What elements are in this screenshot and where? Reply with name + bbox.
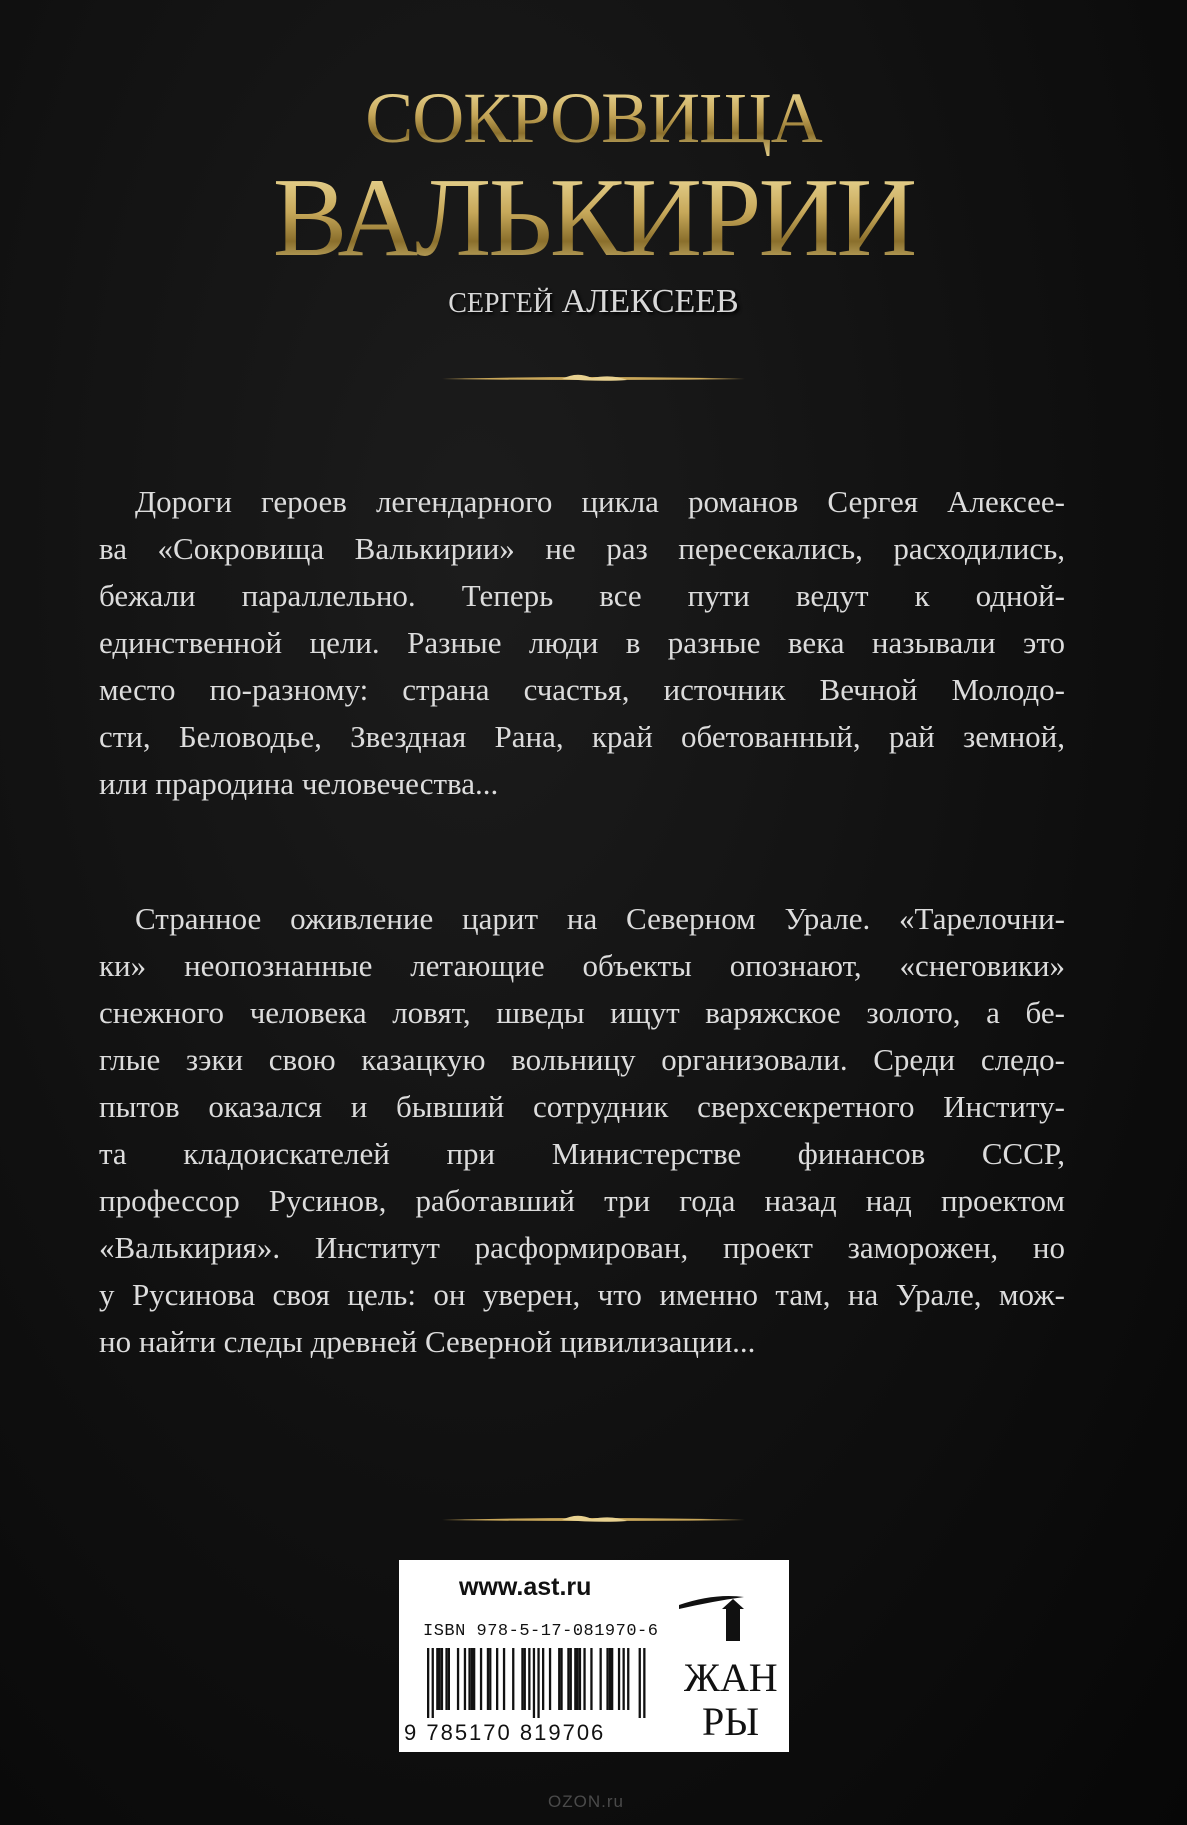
text-line: глые зэки свою казацкую вольницу организовали. Среди следо- <box>99 1042 1065 1077</box>
barcode-bar <box>457 1648 459 1710</box>
barcode <box>427 1648 657 1718</box>
barcode-bar <box>579 1648 581 1710</box>
barcode-bar <box>528 1648 530 1710</box>
isbn-label: ISBN 978-5-17-081970-6 <box>423 1622 659 1641</box>
barcode-bar <box>639 1648 641 1718</box>
barcode-bar <box>623 1648 625 1710</box>
barcode-bar <box>611 1648 613 1710</box>
barcode-bar <box>471 1648 473 1710</box>
barcode-bar <box>427 1648 429 1718</box>
text-line: пытов оказался и бывший сотрудник сверхсекретного Институ- <box>99 1089 1065 1124</box>
barcode-bar <box>448 1648 450 1710</box>
barcode-bar <box>583 1648 585 1710</box>
barcode-bar <box>549 1648 551 1710</box>
barcode-bar <box>609 1648 611 1710</box>
barcode-bar <box>441 1648 443 1710</box>
zhanry-logo-icon <box>674 1585 784 1740</box>
text-line: профессор Русинов, работавший три года назад над проектом <box>99 1183 1065 1218</box>
barcode-bar <box>606 1648 608 1710</box>
barcode-bar <box>533 1648 535 1718</box>
barcode-box <box>399 1560 789 1752</box>
text-line: но найти следы древней Северной цивилизации... <box>99 1324 756 1359</box>
barcode-bar <box>496 1648 498 1710</box>
text-line: единственной цели. Разные люди в разные века называли это <box>99 625 1065 660</box>
barcode-bar <box>560 1648 562 1710</box>
text-line: Дороги героев легендарного цикла романов Сергея Алексее- <box>135 484 1065 519</box>
barcode-bar <box>574 1648 576 1710</box>
barcode-bar <box>627 1648 629 1710</box>
barcode-bar <box>503 1648 505 1710</box>
text-line: бежали параллельно. Теперь все пути ведут к одной- <box>99 578 1065 613</box>
barcode-bar <box>590 1648 592 1710</box>
author-last-name: АЛЕКСЕЕВ <box>561 283 739 320</box>
barcode-bar <box>558 1648 560 1710</box>
barcode-bar <box>432 1648 434 1718</box>
barcode-bar <box>521 1648 523 1710</box>
text-line: снежного человека ловят, шведы ищут варяжское золото, а бе- <box>99 995 1065 1030</box>
barcode-bar <box>489 1648 491 1710</box>
text-line: Странное оживление царит на Северном Урале. «Тарелочни- <box>135 901 1065 936</box>
text-line: ва «Сокровища Валькирии» не раз пересекались, расходились, <box>99 531 1065 566</box>
barcode-bar <box>537 1648 539 1718</box>
title-line-1: СОКРОВИЩА <box>0 80 1187 156</box>
barcode-bar <box>480 1648 482 1710</box>
barcode-bar <box>577 1648 579 1710</box>
barcode-bar <box>600 1648 602 1710</box>
barcode-bar <box>445 1648 447 1710</box>
barcode-bar <box>512 1648 514 1710</box>
paragraph-2 <box>99 895 1065 1365</box>
text-line: та кладоискателей при Министерстве финансов СССР, <box>99 1136 1065 1171</box>
ornament-divider-top <box>442 372 745 384</box>
barcode-bar <box>487 1648 489 1710</box>
barcode-bar <box>436 1648 438 1710</box>
barcode-bar <box>464 1648 466 1710</box>
text-line: сти, Беловодье, Звездная Рана, край обетованный, рай земной, <box>99 719 1065 754</box>
text-line: у Русинова своя цель: он уверен, что именно там, на Урале, мож- <box>99 1277 1065 1312</box>
barcode-bar <box>468 1648 470 1710</box>
logo-text-bottom: РЫ <box>702 1699 760 1740</box>
barcode-digits: 9 785170 819706 <box>404 1720 606 1745</box>
author-first-name: СЕРГЕЙ <box>448 288 554 319</box>
text-line: место по-разному: страна счастья, источник Вечной Молодо- <box>99 672 1065 707</box>
barcode-bar <box>567 1648 569 1710</box>
paragraph-1 <box>99 478 1065 807</box>
logo-text-top: ЖАН <box>684 1655 778 1700</box>
barcode-bar <box>570 1648 572 1710</box>
text-line: или прародина человечества... <box>99 766 499 801</box>
ornament-divider-bottom <box>442 1513 745 1525</box>
publisher-url[interactable]: www.ast.ru <box>459 1573 592 1601</box>
barcode-bar <box>542 1648 544 1710</box>
text-line: «Валькирия». Институт расформирован, проект заморожен, но <box>99 1230 1065 1265</box>
barcode-bar <box>439 1648 441 1710</box>
barcode-bar <box>618 1648 620 1710</box>
title-line-2: ВАЛЬКИРИИ <box>0 160 1187 276</box>
author-name <box>0 282 1187 322</box>
barcode-bar <box>643 1648 645 1718</box>
barcode-bar <box>524 1648 526 1710</box>
barcode-bar <box>473 1648 475 1710</box>
text-line: ки» неопознанные летающие объекты опознают, «снеговики» <box>99 948 1065 983</box>
watermark: OZON.ru <box>548 1792 624 1811</box>
